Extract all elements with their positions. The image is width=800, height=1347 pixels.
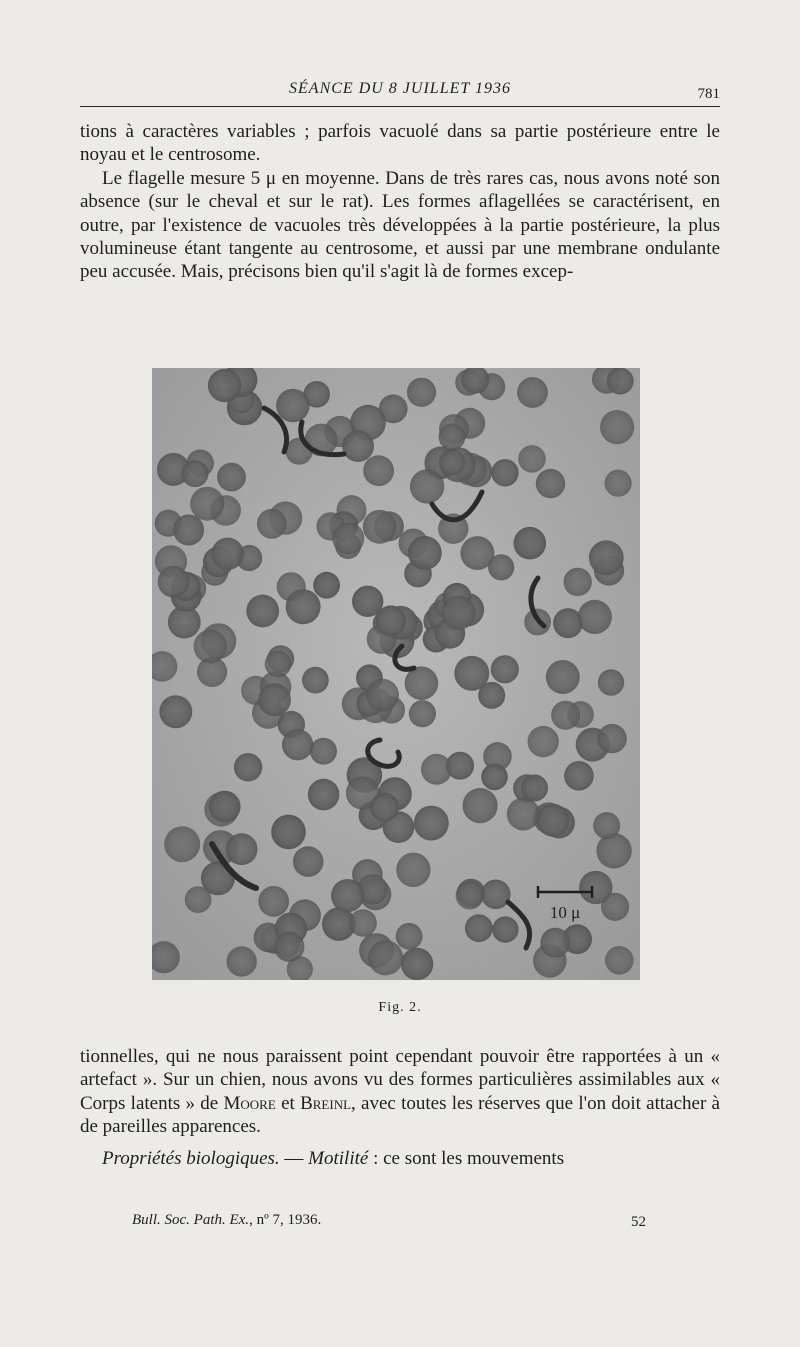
blood-cell xyxy=(158,566,190,598)
page-number: 781 xyxy=(697,86,720,102)
blood-cell xyxy=(540,928,570,958)
blood-cell xyxy=(363,455,394,486)
blood-cell xyxy=(310,738,337,765)
blood-cell xyxy=(596,833,631,868)
section-text: : ce sont les mouvements xyxy=(368,1147,565,1169)
blood-cell xyxy=(302,667,329,694)
paragraph-continuation: tions à caractères variables ; parfois vacuolé dans sa partie postérieure entre le noyau et le centrosome. xyxy=(80,121,720,166)
blood-cell xyxy=(446,752,474,780)
blood-cell xyxy=(601,893,629,921)
paragraph-flagelle: Le flagelle mesure 5 μ en moyenne. Dans de très rares cas, nous avons noté son absence (sur le cheval et sur le rat). Les formes aflagellées se caractérisent, en outre, par l'existence de vacuoles très développées à la partie postérieure, la plus volumineuse étant tangente au centrosome, et aussi par une membrane ondulante peu accusée. Mais, précisons bien qu'il s'agit là de formes excep- xyxy=(80,167,720,283)
blood-cell xyxy=(439,449,465,475)
micrograph-image xyxy=(152,368,640,980)
blood-cell xyxy=(481,764,508,791)
blood-cell xyxy=(349,909,377,937)
blood-cell xyxy=(593,812,620,839)
blood-cell xyxy=(456,881,484,909)
paragraph-artefact xyxy=(80,1045,720,1139)
blood-cell xyxy=(342,430,374,462)
blood-cell xyxy=(536,469,565,498)
blood-cell xyxy=(401,948,433,980)
blood-cell xyxy=(286,589,321,624)
blood-cell xyxy=(234,753,262,781)
blood-cell xyxy=(363,510,397,544)
author-breinl: Breinl xyxy=(300,1092,352,1114)
signature-number: 52 xyxy=(631,1214,646,1230)
blood-cell xyxy=(227,946,257,976)
blood-cell xyxy=(332,522,364,554)
blood-cell xyxy=(226,833,258,865)
blood-cell xyxy=(211,538,243,570)
blood-cell xyxy=(564,761,594,791)
top-text-block xyxy=(80,120,720,284)
blood-cell xyxy=(282,729,313,760)
blood-cell xyxy=(507,798,540,831)
header-rule xyxy=(80,106,720,107)
blood-cell xyxy=(600,410,634,444)
blood-cell xyxy=(164,826,200,862)
blood-cell xyxy=(492,916,518,942)
micrograph-figure xyxy=(152,368,640,980)
blood-cell xyxy=(491,655,519,683)
blood-cell xyxy=(441,596,475,630)
blood-cell xyxy=(331,879,364,912)
blood-cell xyxy=(439,424,466,451)
blood-cell xyxy=(551,701,580,730)
blood-cell xyxy=(465,914,493,942)
blood-cell xyxy=(578,600,612,634)
blood-cell xyxy=(313,572,340,599)
blood-cell xyxy=(409,700,436,727)
blood-cell xyxy=(376,605,407,636)
footer xyxy=(80,1212,720,1236)
blood-cell xyxy=(514,527,547,560)
blood-cell xyxy=(564,568,592,596)
blood-cell xyxy=(159,695,192,728)
blood-cell xyxy=(537,804,570,837)
blood-cell xyxy=(271,815,306,850)
blood-cell xyxy=(517,377,548,408)
blood-cell xyxy=(521,775,548,802)
section-separator: — xyxy=(279,1147,309,1169)
blood-cell xyxy=(528,726,559,757)
blood-cell xyxy=(607,368,634,395)
blood-cell xyxy=(463,788,498,823)
blood-cell xyxy=(518,445,546,473)
blood-cell xyxy=(546,660,580,694)
blood-cell xyxy=(190,487,224,521)
blood-cell xyxy=(274,932,304,962)
journal-name: Bull. Soc. Path. Ex. xyxy=(132,1212,250,1228)
blood-cell xyxy=(491,459,518,486)
blood-cell xyxy=(194,630,228,664)
footer-citation xyxy=(132,1212,321,1229)
author-moore: Moore xyxy=(223,1092,276,1114)
blood-cell xyxy=(605,470,632,497)
blood-cell xyxy=(209,791,241,823)
blood-cell xyxy=(605,946,634,975)
section-heading-paragraph xyxy=(80,1147,720,1170)
blood-cell xyxy=(478,682,505,709)
blood-cell xyxy=(414,806,449,841)
blood-cell xyxy=(286,438,313,465)
scale-label: 10 μ xyxy=(549,903,581,922)
blood-cell xyxy=(276,389,310,423)
blood-cell xyxy=(258,683,291,716)
blood-cell xyxy=(370,793,399,822)
blood-cell xyxy=(589,540,624,575)
blood-cell xyxy=(308,779,340,811)
blood-cell xyxy=(368,940,403,975)
blood-cell xyxy=(258,886,289,917)
figure-caption: Fig. 2. xyxy=(378,1000,422,1015)
running-title: SÉANCE DU 8 JUILLET 1936 xyxy=(289,80,511,97)
blood-cell xyxy=(173,515,204,546)
blood-cell xyxy=(208,369,241,402)
blood-cell xyxy=(597,724,626,753)
blood-cell xyxy=(460,536,494,570)
blood-cell xyxy=(246,595,279,628)
paragraph-artefact-part1: tionnelles, qui ne nous paraissent point cependant pouvoir être rapportées à un « artefact ». Sur un chien, nous avons vu des formes particulières assimilables aux « Corps latents » de xyxy=(80,1046,720,1114)
blood-cell xyxy=(481,880,511,910)
blood-cell xyxy=(408,536,442,570)
blood-cell xyxy=(396,853,430,887)
blood-cell xyxy=(182,460,209,487)
blood-cell xyxy=(598,669,624,695)
conjunction: et xyxy=(275,1092,301,1114)
section-title: Propriétés biologiques. xyxy=(102,1147,280,1169)
blood-cell xyxy=(217,463,246,492)
section-subtitle: Motilité xyxy=(308,1147,369,1169)
running-head xyxy=(80,78,720,106)
blood-cell xyxy=(410,469,444,503)
bottom-text-block xyxy=(80,1045,720,1170)
blood-cell xyxy=(257,509,287,539)
blood-cell xyxy=(265,651,292,678)
journal-issue: , nº 7, 1936. xyxy=(249,1212,322,1228)
blood-cell xyxy=(293,846,324,877)
blood-cell xyxy=(407,378,436,407)
blood-cell xyxy=(396,923,423,950)
paragraph-artefact-part2: , avec toutes les réserves que l'on doit attacher à de pareilles apparences. xyxy=(80,1092,720,1138)
blood-cell xyxy=(366,679,399,712)
